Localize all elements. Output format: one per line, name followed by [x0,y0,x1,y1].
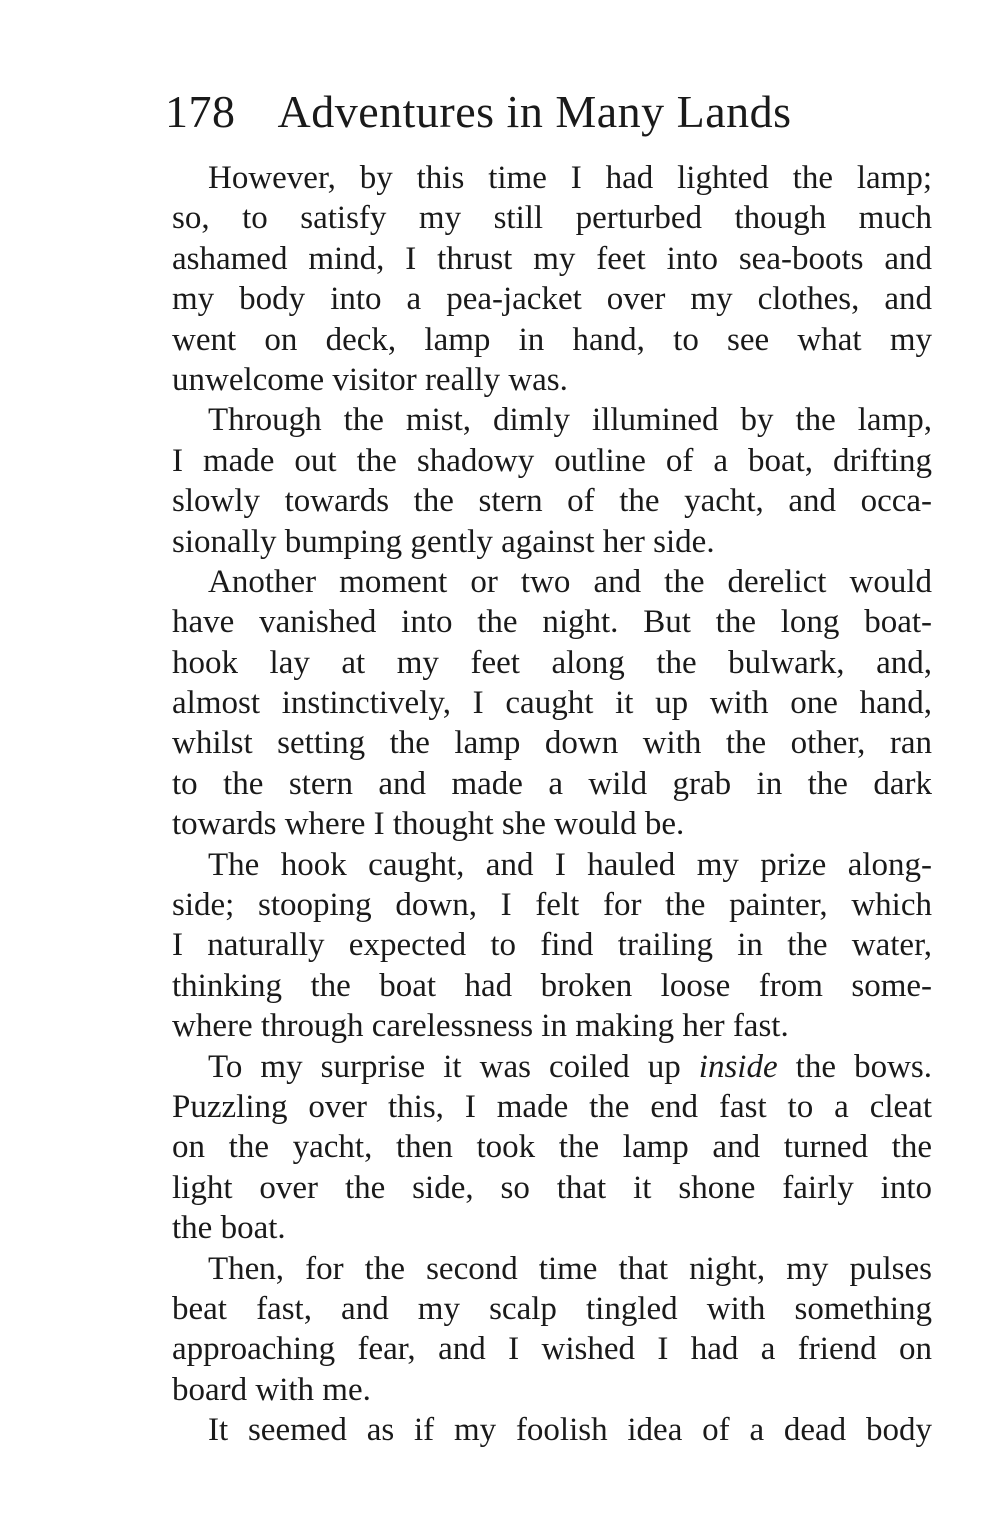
text-segment: the bows. [777,1048,932,1085]
page-number: 178 [165,86,236,137]
text-line: hook lay at my feet along the bulwark, and, [172,644,932,681]
text-line: whilst setting the lamp down with the other, ran [172,725,932,762]
text-line: ashamed mind, I thrust my feet into sea-boots and [172,240,932,277]
text-line: the boat. [172,1210,286,1247]
text-line: to the stern and made a wild grab in the dark [172,765,932,802]
body-text [172,158,932,1451]
text-line: side; stooping down, I felt for the painter, which [172,887,932,924]
text-line: Puzzling over this, I made the end fast to a cleat [172,1088,932,1125]
text-line: It seemed as if my foolish idea of a dead body [208,1412,932,1449]
text-line: The hook caught, and I hauled my prize along- [208,846,932,883]
text-line: I naturally expected to find trailing in the water, [172,927,932,964]
text-line: have vanished into the night. But the long boat- [172,604,932,641]
text-line: light over the side, so that it shone fairly into [172,1169,932,1206]
text-line: so, to satisfy my still perturbed though much [172,200,932,237]
text-line: approaching fear, and I wished I had a friend on [172,1331,932,1368]
text-line: board with me. [172,1371,371,1408]
running-head [165,82,925,142]
text-line: Through the mist, dimly illumined by the lamp, [208,402,932,439]
text-line: thinking the boat had broken loose from some- [172,967,932,1004]
text-line: my body into a pea-jacket over my clothes, and [172,281,932,318]
text-line: almost instinctively, I caught it up with one hand, [172,685,932,722]
text-line: I made out the shadowy outline of a boat, drifting [172,442,932,479]
text-segment: To my surprise it was coiled up [208,1048,699,1085]
book-title: Adventures in Many Lands [277,86,792,137]
text-line: Another moment or two and the derelict would [208,563,932,600]
text-line: slowly towards the stern of the yacht, and occa- [172,483,932,520]
text-line: beat fast, and my scalp tingled with something [172,1290,932,1327]
text-line: went on deck, lamp in hand, to see what my [172,321,932,358]
text-line: sionally bumping gently against her side. [172,523,715,560]
text-line: towards where I thought she would be. [172,806,685,843]
text-line: Then, for the second time that night, my pulses [208,1250,932,1287]
text-line-with-emphasis [172,1047,932,1087]
emphasized-word: inside [698,1048,778,1085]
text-line: unwelcome visitor really was. [172,361,568,398]
text-line: on the yacht, then took the lamp and turned the [172,1129,932,1166]
text-line: where through carelessness in making her fast. [172,1008,789,1045]
text-line: However, by this time I had lighted the lamp; [208,160,932,196]
